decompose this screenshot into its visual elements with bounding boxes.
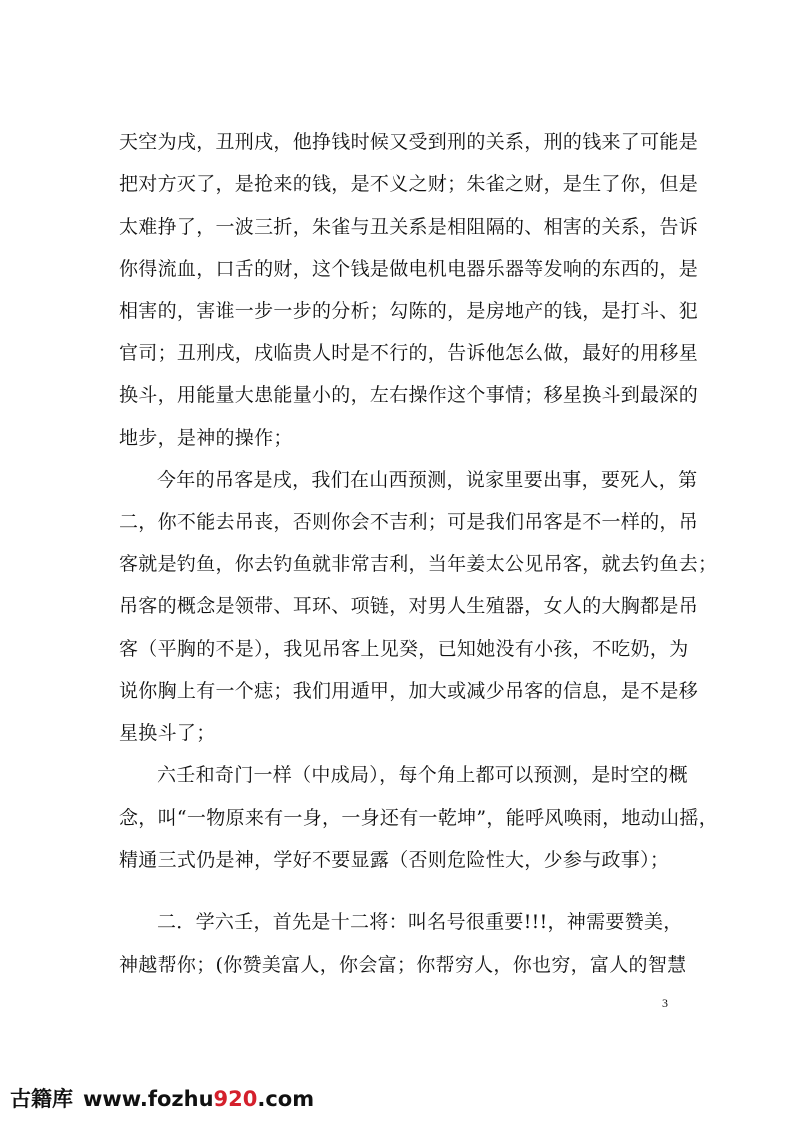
site-watermark [10, 1086, 314, 1112]
watermark-url-prefix: www.fozhu [83, 1087, 214, 1111]
text-line: 太难挣了，一波三折，朱雀与丑关系是相阻隔的、相害的关系，告诉 [119, 216, 699, 238]
text-line: 吊客的概念是领带、耳环、项链，对男人生殖器，女人的大胸都是吊 [119, 595, 699, 617]
text-line: 地步，是神的操作； [119, 427, 293, 449]
text-line: 精通三式仍是神，学好不要显露（否则危险性大，少参与政事）； [119, 849, 670, 871]
page-number: 3 [662, 996, 668, 1010]
text-line: 天空为戌，丑刑戌，他挣钱时候又受到刑的关系，刑的钱来了可能是 [119, 131, 699, 153]
text-line: 换斗，用能量大患能量小的，左右操作这个事情；移星换斗到最深的 [119, 384, 699, 406]
text-line: 二，你不能去吊丧，否则你会不吉利；可是我们吊客是不一样的，吊 [119, 511, 699, 533]
text-line: 客就是钓鱼，你去钓鱼就非常吉利，当年姜太公见吊客，就去钓鱼去； [119, 553, 718, 575]
text-line: 相害的，害谁一步一步的分析；勾陈的，是房地产的钱，是打斗、犯 [119, 300, 699, 322]
text-line: 把对方灭了，是抢来的钱，是不义之财；朱雀之财，是生了你，但是 [119, 173, 699, 195]
text-line: 你得流血，口舌的财，这个钱是做电机电器乐器等发响的东西的，是 [119, 258, 699, 280]
text-line: 念，叫“一物原来有一身，一身还有一乾坤”，能呼风唤雨，地动山摇， [119, 807, 719, 829]
watermark-site-name: 古籍库 [10, 1087, 73, 1111]
text-line: 星换斗了； [119, 722, 216, 744]
text-line: 六壬和奇门一样（中成局），每个角上都可以预测，是时空的概 [157, 764, 688, 786]
text-line: 说你胸上有一个痣；我们用遁甲，加大或减少吊客的信息，是不是移 [119, 680, 699, 702]
text-line: 今年的吊客是戌，我们在山西预测，说家里要出事，要死人，第 [157, 469, 698, 491]
text-line: 二．学六壬，首先是十二将：叫名号很重要!!!，神需要赞美， [157, 911, 683, 933]
watermark-url-number: 920 [213, 1087, 258, 1111]
text-line: 客（平胸的不是），我见吊客上见癸，已知她没有小孩，不吃奶，为 [119, 638, 689, 660]
text-line: 神越帮你；(你赞美富人，你会富；你帮穷人，你也穷，富人的智慧 [119, 954, 687, 976]
watermark-url-suffix: .com [257, 1087, 315, 1111]
text-line: 官司；丑刑戌，戌临贵人时是不行的，告诉他怎么做，最好的用移星 [119, 342, 699, 364]
